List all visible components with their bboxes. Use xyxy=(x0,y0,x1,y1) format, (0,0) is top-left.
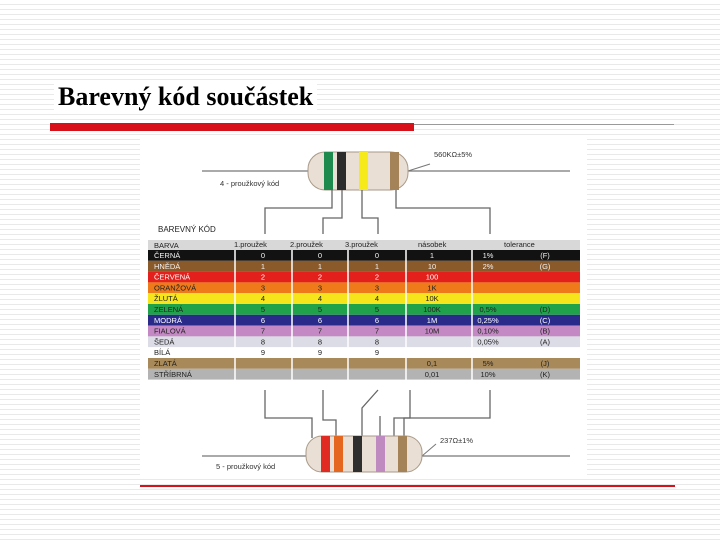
table-row xyxy=(148,347,580,358)
title-underline-red xyxy=(50,123,414,131)
row-color-name: ČERVENÁ xyxy=(154,272,191,282)
row-cell-v2: 1 xyxy=(317,261,323,271)
row-cell-mult: 10M xyxy=(424,326,440,336)
row-cell-v3: 5 xyxy=(374,305,380,314)
row-cell-mult: 10 xyxy=(427,261,437,271)
row-cell-v1: 3 xyxy=(260,283,266,293)
row-cell-tol: 5% xyxy=(482,359,494,368)
row-cell-code: (J) xyxy=(540,359,550,368)
table-row xyxy=(148,261,580,272)
row-color-name: HNĚDÁ xyxy=(154,261,181,271)
slide-title: Barevný kód součástek xyxy=(54,82,317,112)
resistor-4band-band-3 xyxy=(359,152,368,190)
row-background xyxy=(148,261,580,272)
row-cell-code: (D) xyxy=(539,305,551,314)
row-cell-v2: 7 xyxy=(317,326,323,336)
row-cell-mult: 1K xyxy=(427,283,437,293)
table-row xyxy=(148,326,580,337)
row-background xyxy=(148,369,580,380)
row-color-name: ŠEDÁ xyxy=(154,337,175,347)
row-background xyxy=(148,347,580,358)
row-cell-code: (K) xyxy=(540,369,550,379)
table-row xyxy=(148,293,580,304)
resistor-4band-band-1 xyxy=(324,152,333,190)
row-cell-mult: 100K xyxy=(423,305,441,314)
resistor-4band-label: 4 - proužkový kód xyxy=(220,179,280,188)
row-cell-v3: 1 xyxy=(374,261,380,271)
row-cell-v1: 8 xyxy=(260,337,266,347)
table-rows xyxy=(148,250,580,380)
row-background xyxy=(148,336,580,347)
row-cell-v3: 9 xyxy=(374,348,380,358)
row-color-name: MODRÁ xyxy=(154,315,182,325)
row-cell-v2: 2 xyxy=(317,272,323,282)
row-cell-v1: 7 xyxy=(260,326,266,336)
row-cell-mult: 10K xyxy=(425,294,439,304)
row-cell-code: (B) xyxy=(540,326,550,336)
table-header-multiplier: násobek xyxy=(418,240,447,249)
row-cell-v1: 5 xyxy=(260,305,266,314)
row-cell-tol: 0,05% xyxy=(477,337,499,347)
row-cell-code: (C) xyxy=(539,315,551,325)
table-heading: BAREVNÝ KÓD xyxy=(158,225,216,234)
row-cell-v1: 2 xyxy=(260,272,266,282)
row-cell-v2: 3 xyxy=(317,283,323,293)
row-cell-v1: 1 xyxy=(260,261,266,271)
row-color-name: ZELENÁ xyxy=(154,305,184,314)
resistor-5band-band-5 xyxy=(398,436,407,472)
table-row xyxy=(148,272,580,283)
table-row xyxy=(148,336,580,347)
row-cell-mult: 0,01 xyxy=(424,369,440,379)
row-cell-v1: 4 xyxy=(260,294,266,304)
row-cell-v2: 6 xyxy=(317,315,323,325)
table-header-color: BARVA xyxy=(154,241,179,250)
row-cell-code: (G) xyxy=(539,261,551,271)
row-background xyxy=(148,250,580,261)
row-cell-tol: 0,25% xyxy=(477,315,499,325)
title-underline-gray xyxy=(414,124,674,125)
row-cell-v3: 8 xyxy=(374,337,380,347)
table-row xyxy=(148,250,580,261)
table-header-band2: 2.proužek xyxy=(290,240,323,249)
row-color-name: STŘÍBRNÁ xyxy=(154,369,192,379)
resistor-5band-band-1 xyxy=(321,436,330,472)
table-header-band1: 1.proužek xyxy=(234,240,267,249)
resistor-4band-band-4 xyxy=(390,152,399,190)
row-color-name: ZLATÁ xyxy=(154,359,177,368)
resistor-5band-label: 5 - proužkový kód xyxy=(216,462,276,471)
row-background xyxy=(148,293,580,304)
color-code-table xyxy=(148,240,580,380)
row-cell-v2: 9 xyxy=(317,348,323,358)
table-row xyxy=(148,315,580,326)
row-background xyxy=(148,272,580,283)
row-cell-v2: 0 xyxy=(317,251,323,260)
row-background xyxy=(148,282,580,293)
row-cell-v1: 6 xyxy=(260,315,266,325)
row-cell-v3: 7 xyxy=(374,326,380,336)
row-cell-mult: 100 xyxy=(425,272,439,282)
table-header-band3: 3.proužek xyxy=(345,240,378,249)
row-cell-code: (F) xyxy=(540,251,550,260)
band-connectors-bottom xyxy=(265,390,490,438)
table-header-tolerance: tolerance xyxy=(504,240,535,249)
resistor-4band-value: 560KΩ±5% xyxy=(434,150,473,159)
row-background xyxy=(148,326,580,337)
row-background xyxy=(148,315,580,326)
row-cell-v3: 3 xyxy=(374,283,380,293)
row-color-name: ČERNÁ xyxy=(154,251,181,260)
resistor-diagram xyxy=(140,138,587,479)
row-cell-tol: 0,10% xyxy=(477,326,499,336)
row-cell-mult: 1M xyxy=(426,315,438,325)
row-cell-code: (A) xyxy=(540,337,550,347)
row-cell-v1: 0 xyxy=(260,251,266,260)
row-cell-tol: 1% xyxy=(482,251,494,260)
table-row xyxy=(148,282,580,293)
row-cell-mult: 0,1 xyxy=(426,359,438,368)
row-cell-v3: 4 xyxy=(374,294,380,304)
row-cell-mult: 1 xyxy=(429,251,435,260)
resistor-4band-band-2 xyxy=(337,152,346,190)
row-cell-tol: 2% xyxy=(482,261,494,271)
row-color-name: FIALOVÁ xyxy=(154,326,186,336)
row-cell-v1: 9 xyxy=(260,348,266,358)
row-cell-tol: 0,5% xyxy=(479,305,497,314)
row-cell-v2: 4 xyxy=(317,294,323,304)
row-color-name: ŽLUTÁ xyxy=(154,294,178,304)
resistor-5band-band-2 xyxy=(334,436,343,472)
row-cell-v3: 2 xyxy=(374,272,380,282)
row-color-name: ORANŽOVÁ xyxy=(154,283,197,293)
row-cell-v3: 0 xyxy=(374,251,380,260)
footer-rule xyxy=(140,485,675,487)
table-row xyxy=(148,304,580,315)
row-cell-v2: 5 xyxy=(317,305,323,314)
resistor-5band-band-3 xyxy=(353,436,362,472)
band-connectors-top xyxy=(265,190,490,234)
resistor-5band-band-4 xyxy=(376,436,385,472)
table-row xyxy=(148,358,580,369)
row-cell-v3: 6 xyxy=(374,315,380,325)
resistor-color-code-figure xyxy=(140,138,587,479)
resistor-5band-value: 237Ω±1% xyxy=(440,436,474,445)
row-background xyxy=(148,358,580,369)
table-row xyxy=(148,369,580,380)
row-color-name: BÍLÁ xyxy=(154,348,171,358)
row-background xyxy=(148,304,580,315)
row-cell-tol: 10% xyxy=(480,369,496,379)
row-cell-v2: 8 xyxy=(317,337,323,347)
